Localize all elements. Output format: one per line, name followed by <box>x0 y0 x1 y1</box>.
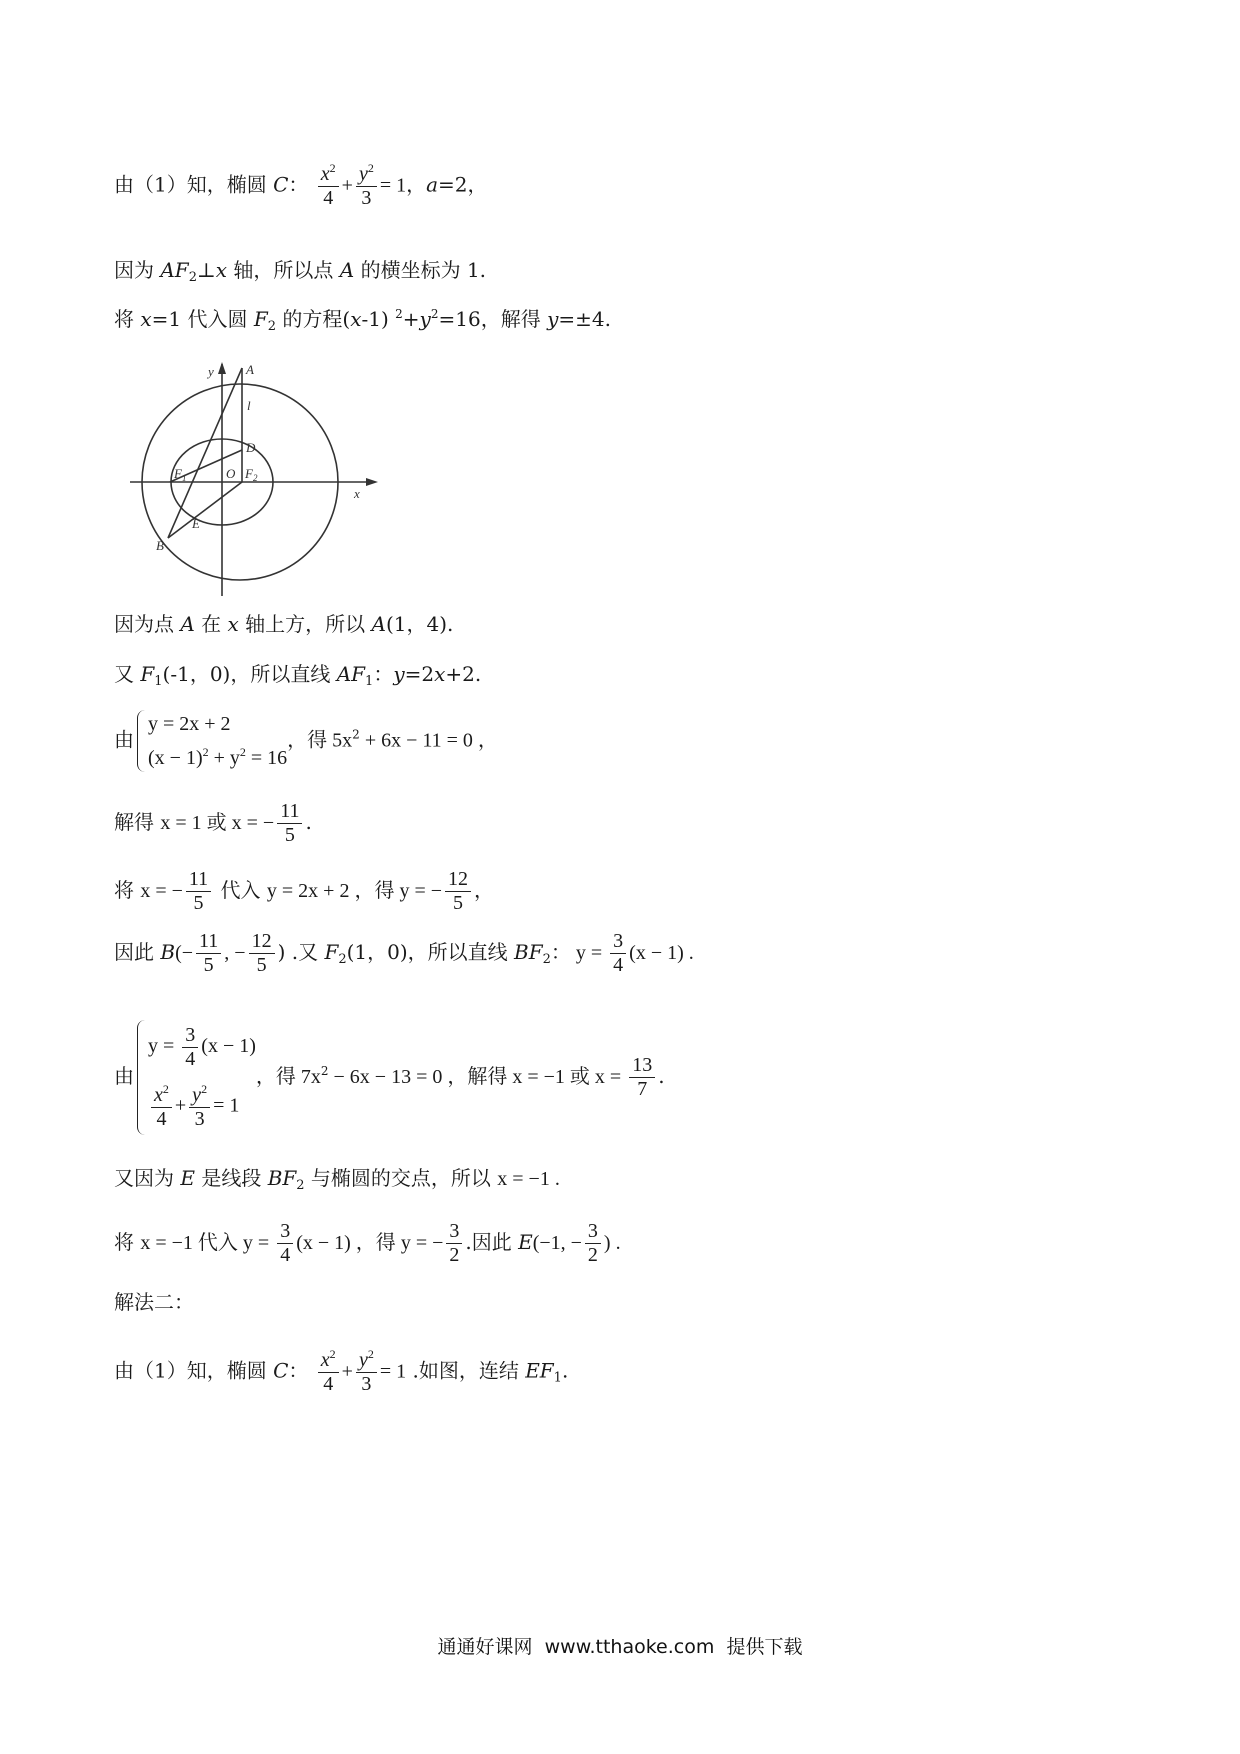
label-e: E <box>192 516 200 531</box>
label-x: x <box>354 486 360 501</box>
line-ab <box>168 368 242 538</box>
line-ellipse-eq-2: 由（1）知，椭圆 C： $\frac{x^2}{4}$ + $\frac{y^2}{3}$ = 1 .如图，连结 $EF_1$. <box>114 1347 569 1395</box>
fraction: $\frac{y^2}{3}$ <box>189 1083 210 1131</box>
fraction: $\frac{12}{5}$ <box>249 930 275 977</box>
line-bf2 <box>168 482 242 538</box>
fraction: $\frac{12}{5}$ <box>445 868 471 915</box>
fraction: $\frac{x^2}{4}$ <box>318 1348 339 1396</box>
fraction: $\frac{x^2}{4}$ <box>151 1083 172 1131</box>
fraction: $\frac{11}{5}$ <box>277 800 302 847</box>
line-circle-substitute: 将 x=1 代入圆 $F_2$ 的方程(x-1) $^2+y^2=16$，解得 y=±4. <box>114 307 611 334</box>
line-point-a: 因为点 A 在 x 轴上方，所以 A(1，4). <box>114 612 454 636</box>
footer-url[interactable]: www.tthaoke.com <box>544 1636 715 1658</box>
line-point-e: 将 x = −1 代入 y = $\frac{3}{4}$ (x − 1) ，得 y = − $\frac{3}{2}$ .因此 E(−1, − $\frac{3}{2}$ ) . <box>114 1220 621 1266</box>
line-solve-x: 解得 x = 1 或 x = − $\frac{11}{5}$ . <box>114 800 312 846</box>
line-intersection-e: 又因为 E 是线段 $BF_2$ 与椭圆的交点，所以 x = −1 . <box>114 1166 560 1193</box>
equation-system: y = 2x + 2 $(x - 1)^2 + y^2 = 16$ <box>134 708 287 774</box>
y-axis-arrow <box>218 362 226 374</box>
equation-system: y = $\frac{3}{4}$ (x − 1) $\frac{x^2}{4}$ + $\frac{y^2}{3}$ = 1 <box>134 1018 256 1137</box>
label-b: B <box>156 538 164 553</box>
fraction: $\frac{y^2}{3}$ <box>356 1348 377 1396</box>
footer-site-name: 通通好课网 <box>437 1636 533 1658</box>
label-o: O <box>226 466 236 481</box>
label-y: y <box>208 364 214 379</box>
line-af1: 又 $F_1(-1$，0)，所以直线 $AF_1$：y=2x+2. <box>114 662 482 689</box>
label-f2: F <box>245 466 253 481</box>
line-point-b: 因此 B(− $\frac{11}{5}$ , − $\frac{12}{5}$ ) .又 $F_2(1$，0)，所以直线 $BF_2$： y = $\frac{3}{4}$ (x − 1) . <box>114 930 694 976</box>
geometry-figure <box>126 360 386 604</box>
circle-ellipse-diagram <box>126 360 386 600</box>
line-system-1: 由 y = 2x + 2 $(x - 1)^2 + y^2 = 16$ ，得 $5x^2 + 6x - 11 = 0$ ， <box>114 708 498 774</box>
fraction: $\frac{3}{4}$ <box>277 1220 293 1267</box>
line-substitute-x: 将 x = − $\frac{11}{5}$ 代入 y = 2x + 2 ，得 y = − $\frac{12}{5}$ ， <box>114 868 495 914</box>
fraction: $\frac{11}{5}$ <box>196 930 221 977</box>
label-f1: F <box>174 466 182 481</box>
fraction: $\frac{3}{4}$ <box>610 930 626 977</box>
fraction: $\frac{3}{2}$ <box>585 1220 601 1267</box>
fraction: $\frac{11}{5}$ <box>186 868 211 915</box>
x-axis-arrow <box>366 478 378 486</box>
label-f1-sub: 1 <box>182 473 187 483</box>
fraction: $\frac{3}{4}$ <box>182 1024 198 1071</box>
fraction: $\frac{13}{7}$ <box>629 1054 655 1101</box>
label-l: l <box>247 398 251 413</box>
fraction: $\frac{x^2}{4}$ <box>318 162 339 210</box>
footer-download-text: 提供下载 <box>726 1636 803 1658</box>
label-a: A <box>246 362 254 377</box>
heading-method-two: 解法二： <box>114 1290 194 1314</box>
line-af2-perp: 因为 $AF_2\perp x$ 轴，所以点 A 的横坐标为 1. <box>114 258 487 285</box>
page-footer <box>0 1632 1240 1659</box>
label-d: D <box>246 440 256 455</box>
fraction: $\frac{y^2}{3}$ <box>356 162 377 210</box>
fraction: $\frac{3}{2}$ <box>446 1220 462 1267</box>
label-f2-sub: 2 <box>253 473 258 483</box>
line-ellipse-eq: 由（1）知，椭圆 C： $\frac{x^2}{4}$ + $\frac{y^2}{3}$ = 1，a=2， <box>114 161 488 209</box>
line-system-2: 由 y = $\frac{3}{4}$ (x − 1) $\frac{x^2}{4}$ + $\frac{y^2}{3}$ = 1 ，得 $7x^2 - 6x - 13 = 0$ ，解得 x = −1 或 x = $\frac{13}{7}$ . <box>114 1018 665 1137</box>
